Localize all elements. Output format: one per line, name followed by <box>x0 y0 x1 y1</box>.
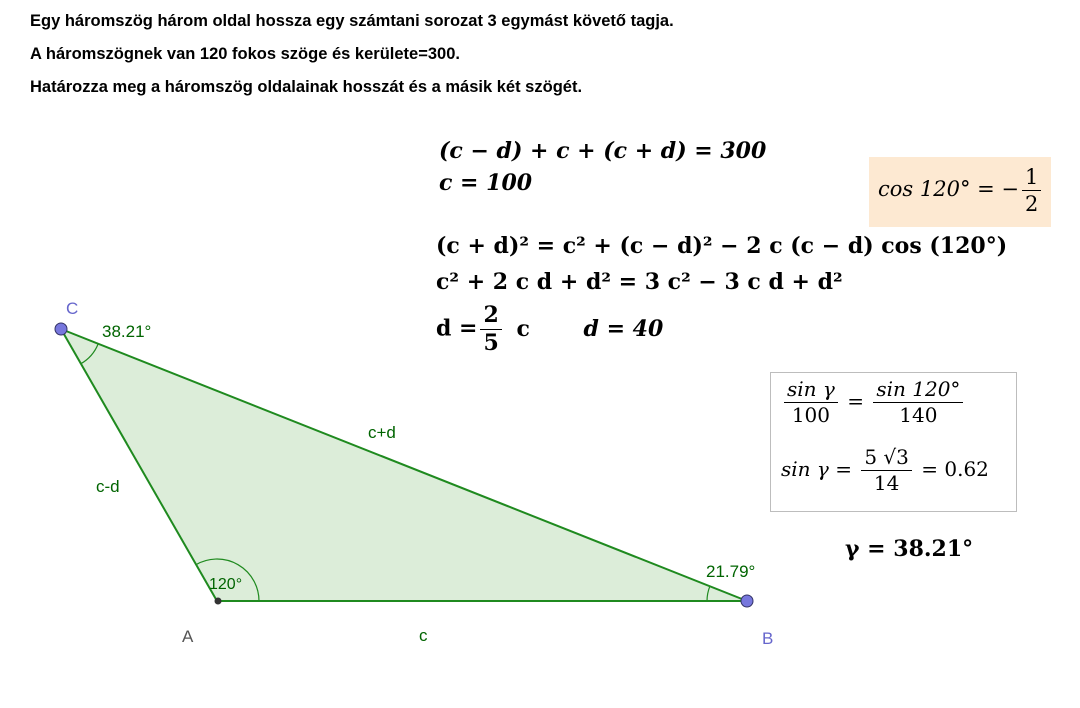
point-a[interactable] <box>215 598 222 605</box>
vertex-label-b: B <box>762 629 774 648</box>
sine-law-box <box>770 372 1017 512</box>
sine-law-row-1 <box>781 379 966 426</box>
sine-num-right: sin 120° <box>873 379 963 403</box>
angle-label-b: 21.79° <box>706 562 756 581</box>
side-label-ab: c <box>419 626 428 645</box>
equation-perimeter: (c − d) + c + (c + d) = 300 <box>439 138 767 164</box>
sine-gamma-den: 14 <box>873 471 900 495</box>
sine-frac-left <box>784 379 838 426</box>
equation-cosine-law: (c + d)² = c² + (c − d)² − 2 c (c − d) cos (120°) <box>436 233 1008 259</box>
equation-d-solution <box>436 304 663 355</box>
sine-gamma-num: 5 √3 <box>861 447 912 471</box>
gamma-result: γ = 38.21° <box>845 536 974 562</box>
cos-note-lhs: cos 120° = − <box>878 177 1019 202</box>
point-c[interactable] <box>55 323 67 335</box>
d-eq-fraction <box>480 304 501 355</box>
task-line-1: Egy háromszög három oldal hossza egy számtani sorozat 3 egymást követő tagja. <box>30 12 674 30</box>
d-eq-lhs: d = <box>436 315 478 342</box>
sine-den-right: 140 <box>899 403 938 427</box>
cos-note-fraction <box>1022 166 1041 215</box>
sine-frac-right <box>873 379 963 426</box>
equation-expanded: c² + 2 c d + d² = 3 c² − 3 c d + d² <box>436 269 843 295</box>
sine-gamma-rhs: = 0.62 <box>921 457 989 481</box>
vertex-label-a: A <box>182 627 194 646</box>
sine-gamma-lhs: sin γ = <box>781 457 852 481</box>
sine-law-row-2 <box>781 447 989 494</box>
vertex-label-c: C <box>66 299 79 318</box>
cos-note-num: 1 <box>1022 166 1041 191</box>
d-value: d = 40 <box>583 315 664 342</box>
task-line-3: Határozza meg a háromszög oldalainak hosszát és a másik két szögét. <box>30 78 583 96</box>
angle-label-a: 120° <box>209 576 243 593</box>
point-b[interactable] <box>741 595 753 607</box>
cos-note-box <box>869 157 1051 227</box>
sine-gamma-fraction <box>861 447 912 494</box>
sine-eq-sign: = <box>847 389 864 413</box>
d-eq-den: 5 <box>483 330 499 357</box>
d-eq-num: 2 <box>480 304 501 330</box>
cos-note-den: 2 <box>1024 192 1039 217</box>
sine-num-left: sin γ <box>784 379 838 403</box>
side-label-ac: c-d <box>96 477 120 496</box>
task-line-2: A háromszögnek van 120 fokos szöge és kerülete=300. <box>30 45 460 63</box>
cos-note <box>878 166 1044 215</box>
sine-den-left: 100 <box>791 403 831 427</box>
angle-label-c: 38.21° <box>102 322 152 341</box>
side-label-bc: c+d <box>368 423 396 442</box>
d-eq-rhs: c <box>516 315 530 342</box>
equation-c-value: c = 100 <box>439 170 533 196</box>
